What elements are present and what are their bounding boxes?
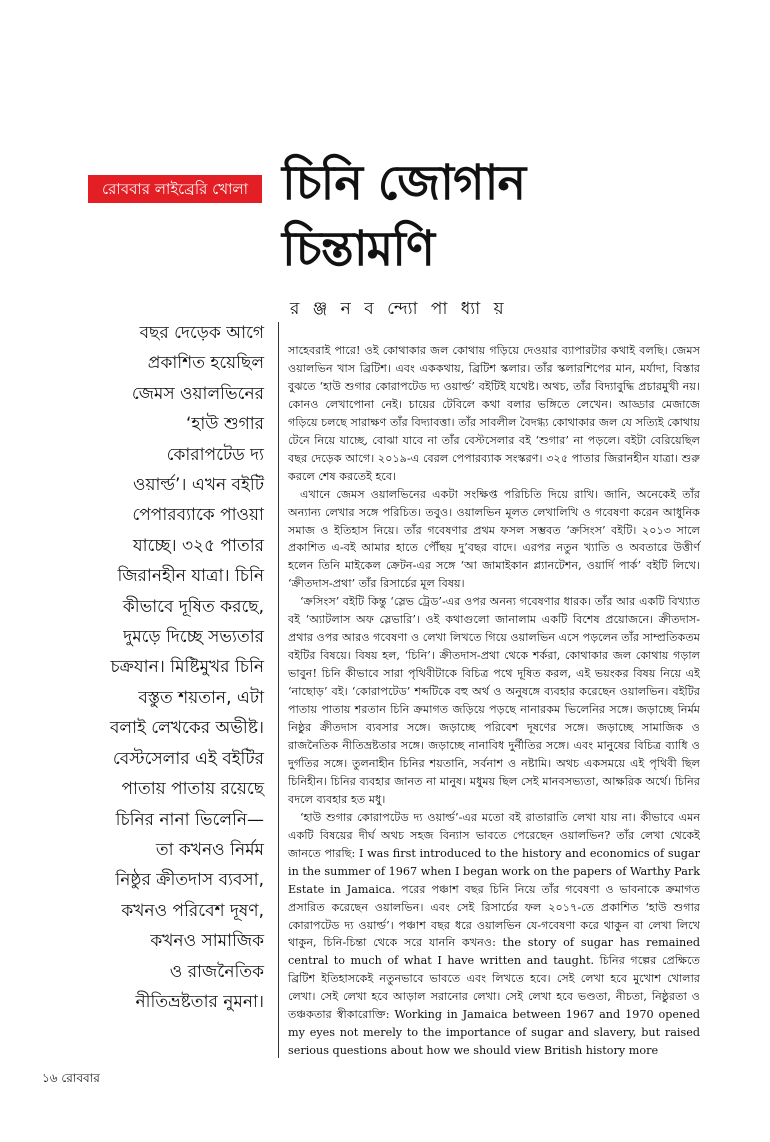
column-divider bbox=[278, 322, 279, 1058]
headline-line-1: চিনি জোগান bbox=[282, 155, 526, 211]
page-footer: ১৬ রোববার bbox=[42, 1071, 100, 1085]
pull-quote-line: চিনির নানা ভিলেনি— bbox=[115, 809, 264, 830]
author-byline: র ঞ্জ ন ব ন্দ্যো পা ধ্যা য় bbox=[290, 299, 508, 319]
pull-quote-line: তা কখনও নির্মম bbox=[155, 839, 264, 860]
pull-quote-line: বছর দেড়েক আগে bbox=[139, 323, 264, 343]
pull-quote-line: নীতিভ্রষ্টতার নুমনা। bbox=[135, 991, 264, 1012]
body-paragraph: এখানে জেমস ওয়ালভিনের একটা সংক্ষিপ্ত পরিচিতি দিয়ে রাখি। জানি, অনেকেই তাঁর অন্যান্য লেখার সঙ্গে পরিচিত। তবুও। ওয়ালভিন মূলত লেখালিখি ও গবেষণা করেন আধুনিক সমাজ ও ইতিহাস নিয়ে। তাঁর গবেষণার প্রথম ফসল সম্ভবত ‘ক্রসিংস’ বইটি। ২০১৩ সালে প্রকাশিত এ-বই আমার হাতে পৌঁছয় দু’বছর বাদে। এরপর নতুন খ্যাতি ও অবতারে উত্তীর্ণ হলেন তিনি মাইকেল ক্রেটন-এর সঙ্গে ‘আ জামাইকান প্ল্যানটেশন, ওয়ার্দি পার্ক’ বইটি লিখে। ‘ক্রীতদাস-প্রথা’ তাঁর রিসার্চের মূল বিষয়। bbox=[288, 487, 700, 591]
pull-quote-line: পেপারব্যাকে পাওয়া bbox=[132, 505, 264, 526]
pull-quote-line: পাতায় পাতায় রয়েছে bbox=[121, 779, 264, 800]
pull-quote-line: বলাই লেখকের অভীষ্ট। bbox=[109, 718, 264, 739]
pull-quote-line: ও রাজনৈতিক bbox=[169, 961, 264, 982]
pull-quote-line: প্রকাশিত হয়েছিল bbox=[147, 353, 264, 374]
pull-quote-line: ওয়ার্ল্ড’। এখন বইটি bbox=[132, 475, 264, 496]
headline-line-2: চিন্তামণি bbox=[282, 221, 435, 277]
pull-quote bbox=[80, 318, 264, 1017]
headline bbox=[282, 150, 525, 282]
article-body bbox=[288, 342, 700, 1060]
pull-quote-line: জেমস ওয়ালভিনের bbox=[131, 383, 264, 404]
pull-quote-line: কীভাবে দূষিত করছে, bbox=[122, 596, 264, 617]
body-paragraph: সাহেবরাই পারে! ওই কোথাকার জল কোথায় গড়িয়ে দেওয়ার ব্যাপারটার কথাই বলছি। জেমস ওয়ালভিন খাস ব্রিটিশ। এবং এককথায়, ব্রিটিশ স্কলার। তাঁর স্কলারশিপের মান, মর্যাদা, বিস্তার বুঝতে ‘হাউ শুগার কোরাপটেড দ্য ওয়ার্ল্ড’ বইটিই যথেষ্ট। অথচ, তাঁর বিদ্যাবুদ্ধি প্রচারমুখী নয়। কোনও লেখাপোনা নেই। চায়ের টেবিলে কথা বলার ভঙ্গিতে লেখেন। আড্ডার মেজাজে গড়িয়ে চলছে সারাক্ষণ তাঁর বিদ্যাবত্তা। তাঁর সাবলীল বৈদগ্ধ্য কোথাকার জল যে সত্যিই কোথায় টেনে নিয়ে যাচ্ছে, বোঝা যাবে না তাঁর বেস্টসেলার বই ‘শুগার’ না পড়লে। বইটা বেরিয়েছিল বছর দেড়েক আগে। ২০১৯-এ বেরল পেপারব্যাক সংস্করণ। ৩২৫ পাতার জিরানহীন যাত্রা। শুরু করলে শেষ করতেই হবে। bbox=[288, 344, 700, 483]
pull-quote-line: দুমড়ে দিচ্ছে সভ্যতার bbox=[123, 627, 264, 648]
pull-quote-line: জিরানহীন যাত্রা। চিনি bbox=[117, 566, 264, 587]
pull-quote-line: বেস্টসেলার এই বইটির bbox=[112, 748, 264, 769]
pull-quote-line: চক্রযান। মিষ্টিমুখর চিনি bbox=[110, 657, 264, 678]
pull-quote-line: নিষ্ঠুর ক্রীতদাস ব্যবসা, bbox=[115, 870, 264, 891]
pull-quote-line: কোরাপটেড দ্য bbox=[166, 444, 264, 465]
section-badge: রোববার লাইব্রেরি খোলা bbox=[88, 175, 262, 203]
pull-quote-line: ‘হাউ শুগার bbox=[186, 414, 264, 435]
pull-quote-line: কখনও পরিবেশ দূষণ, bbox=[121, 900, 264, 921]
body-paragraph: ‘হাউ শুগার কোরাপটেড দ্য ওয়ার্ল্ড’-এর মতো বই রাতারাতি লেখা যায় না। কীভাবে এমন একটি বিষয়ের দীর্ঘ অথচ সহজ বিন্যাস ভাবতে পেরেছেন ওয়ালভিন? তাঁর লেখা থেকেই জানতে পারছি: I was first introduced to the history and economics of sugar in the summer of 1967 when I began work on the papers of Warthy Park Estate in Jamaica. পরের পঞ্চাশ বছর চিনি নিয়ে তাঁর গবেষণা ও ভাবনাকে ক্রমাগত প্রসারিত করেছেন ওয়ালভিন। এবং সেই রিসার্চের ফল ২০১৭-তে প্রকাশিত ‘হাউ শুগার কোরাপটেড দ্য ওয়ার্ল্ড’। পঞ্চাশ বছর ধরে ওয়ালভিন যে-গবেষণা করে থাকুন বা লেখা লিখে থাকুন, চিনি-চিন্তা থেকে সরে যাননি কখনও: the story of sugar has remained central to much of what I have written and taught. চিনির গল্পের প্রেক্ষিতে ব্রিটিশ ইতিহাসকেই নতুনভাবে ভাবতে এবং লিখতে হবে। সেই লেখা হবে মুখোশ খোলার লেখা। সেই লেখা হবে আড়াল সরানোর লেখা। সেই লেখা হবে ভণ্ডতা, নীচতা, নিষ্ঠুরতা ও তঞ্চকতার স্বীকারোক্তি: Working in Jamaica between 1967 and 1970 opened my eyes not merely to the importance of sugar and slavery, but raised serious questions about how we should view British history more bbox=[288, 810, 700, 1058]
pull-quote-line: যাচ্ছে। ৩২৫ পাতার bbox=[132, 535, 264, 556]
body-paragraph: ‘ক্রসিংস’ বইটি কিন্তু ‘স্লেভ ট্রেড’-এর ওপর অনন্য গবেষণার ধারক। তাঁর আর একটি বিখ্যাত বই ‘অ্যাটলাস অফ স্লেভারি’। ওই কথাগুলো জানালাম একটি বিশেষ প্রয়োজনে। ক্রীতদাস-প্রথার ওপর আরও গবেষণা ও লেখা লিখতে গিয়ে ওয়ালভিন এসে পড়লেন তাঁর সাম্প্রতিকতম বইটির বিষয়ে। বিষয় হল, ‘চিনি’। ক্রীতদাস-প্রথা থেকে শর্করা, কোথাকার জল কোথায় গড়াল ভাবুন! চিনি কীভাবে সারা পৃথিবীটাকে বিচিত্র পথে দূষিত করল, এই ভয়ংকর বিষয় নিয়ে এই ‘নাছোড়’ বই। ‘কোরাপটেড’ শব্দটিকে বহু অর্থ ও অনুষঙ্গে ব্যবহার করেছেন ওয়ালভিন। বইটির পাতায় পাতায় শরতান চিনি ক্রমাগত জড়িয়ে পড়ছে নানারকম ভিলেনির সঙ্গে। জড়াচ্ছে নির্মম নিষ্ঠুর ক্রীতদাস ব্যবসার সঙ্গে। জড়াচ্ছে পরিবেশ দূষণের সঙ্গে। জড়াচ্ছে সামাজিক ও রাজনৈতিক নীতিভ্রষ্টতার সঙ্গে। জড়াচ্ছে নানাবিধ দুর্নীতির সঙ্গে। এবং মানুষের বিচিত্র ব্যাধি ও দুর্গতির সঙ্গে। তুলনাহীন চিনির শয়তানি, সর্বনাশ ও নষ্টামি। অথচ একসময়ে এই পৃথিবী ছিল চিনিহীন। চিনির ব্যবহার জানত না মানুষ। মধুময় ছিল সেই মানবসভ্যতা, আক্ষরিক অর্থে। চিনির বদলে ব্যবহার হত মধু। bbox=[288, 595, 700, 806]
pull-quote-line: বস্তুত শয়তান, এটা bbox=[138, 687, 264, 708]
pull-quote-line: কখনও সামাজিক bbox=[150, 931, 264, 952]
